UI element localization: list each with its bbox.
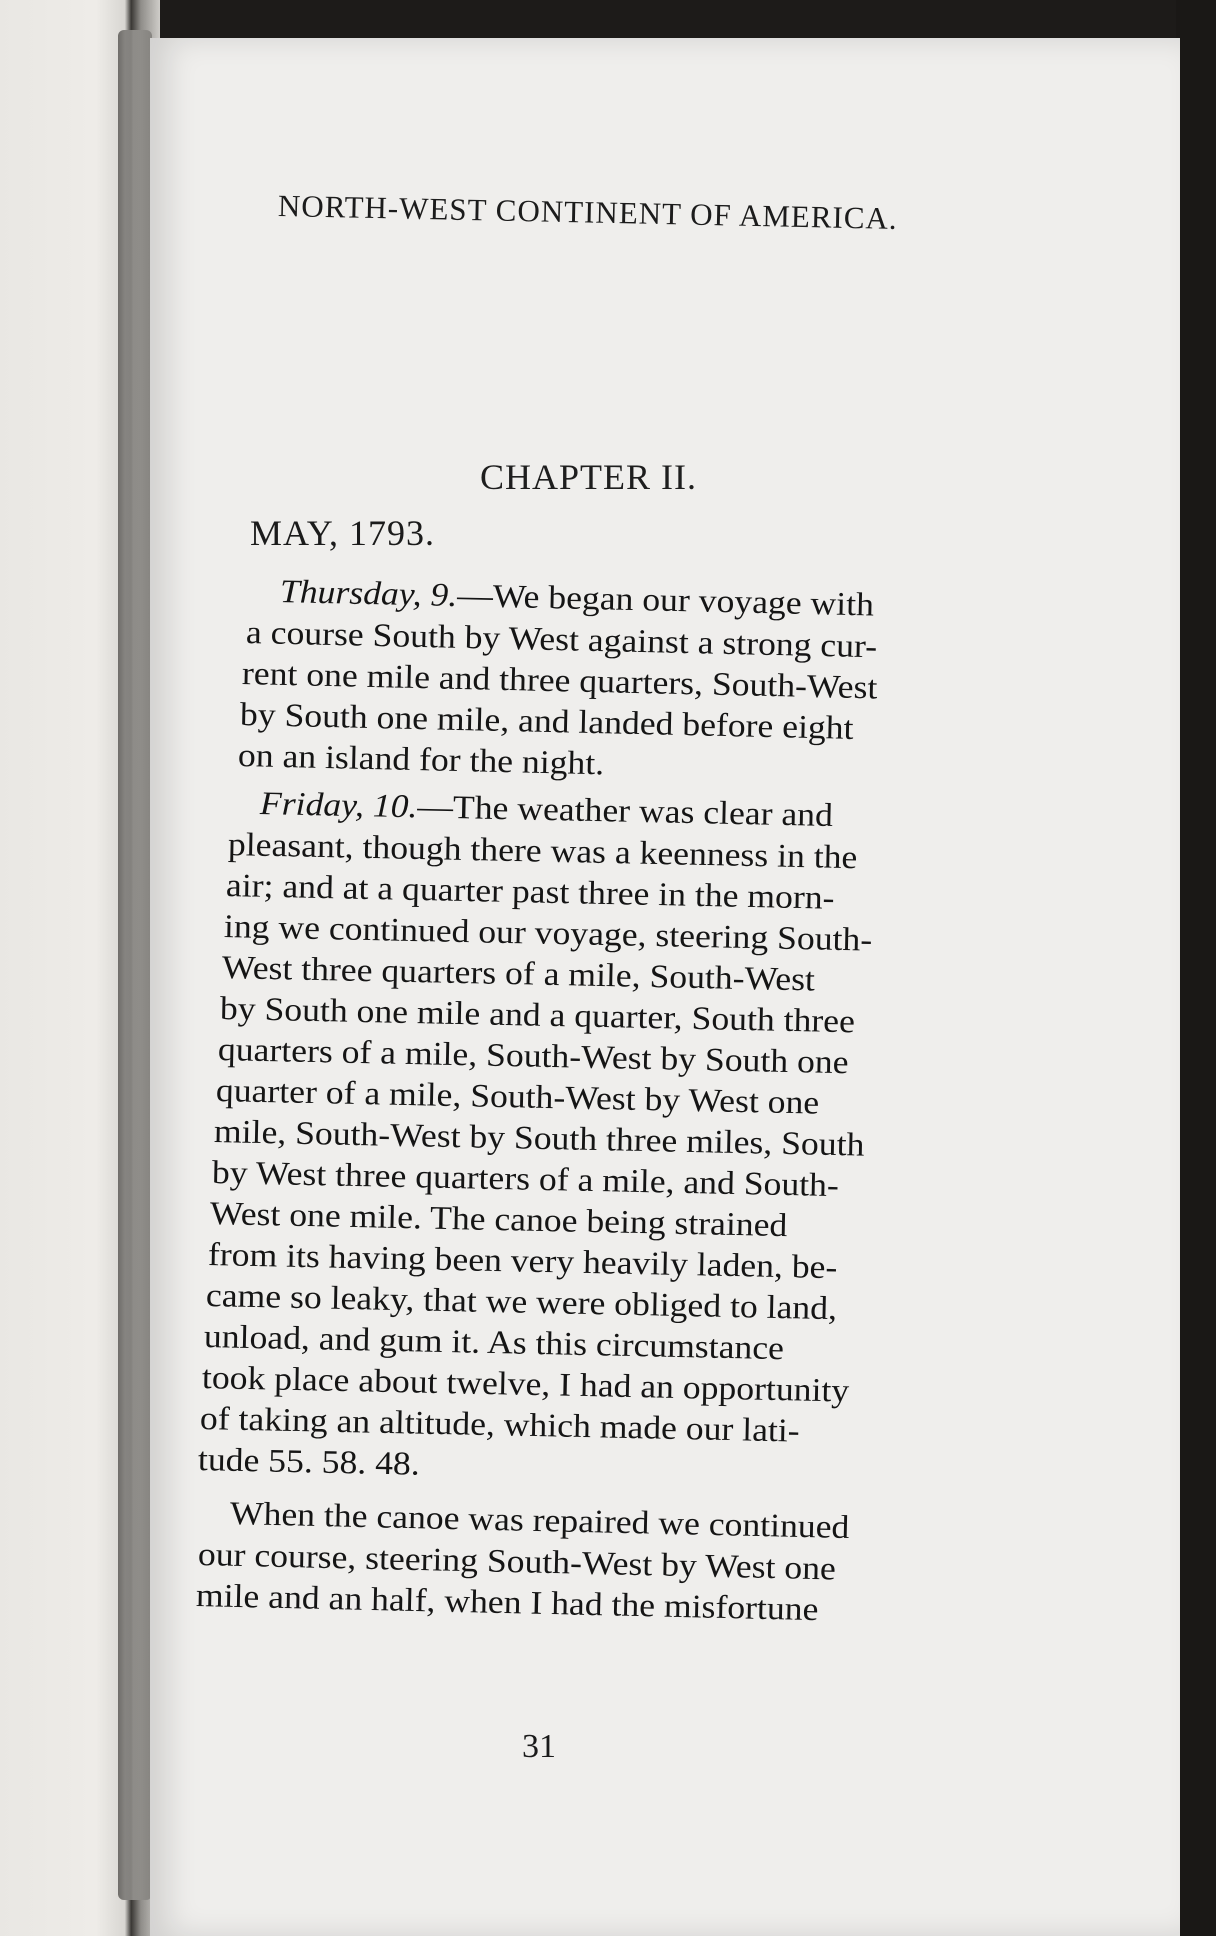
line-text: by South one mile, and landed before eight xyxy=(239,697,854,747)
line-text: —The weather was clear and xyxy=(417,789,834,834)
entry-date: Friday, 10. xyxy=(259,786,418,826)
line-text: West three quarters of a mile, South-West xyxy=(221,950,816,999)
text-line xyxy=(198,1442,420,1484)
line-text: our course, steering South-West by West one xyxy=(197,1537,837,1588)
line-text: from its having been very heavily laden, be- xyxy=(207,1237,838,1287)
line-text: by South one mile and a quarter, South three xyxy=(219,991,856,1041)
line-text: quarters of a mile, South-West by South one xyxy=(217,1032,849,1082)
line-text: of taking an altitude, which made our lati- xyxy=(199,1401,801,1450)
line-text: ing we continued our voyage, steering South- xyxy=(223,909,873,959)
chapter-title: CHAPTER II. xyxy=(480,457,697,497)
date-heading: MAY, 1793. xyxy=(250,513,436,553)
line-text: West one mile. The canoe being strained xyxy=(209,1196,788,1245)
line-text: mile, South-West by South three miles, South xyxy=(213,1114,865,1164)
text-line xyxy=(204,1319,785,1368)
right-scan-border xyxy=(1176,0,1216,1936)
line-text: tude 55. 58. 48. xyxy=(197,1442,421,1483)
book-page xyxy=(150,38,1180,1936)
binding-shadow xyxy=(118,30,152,1900)
line-text: air; and at a quarter past three in the morn- xyxy=(225,868,835,917)
text-line xyxy=(260,786,834,835)
line-text: quarter of a mile, South-West by West one xyxy=(215,1073,820,1122)
line-text: pleasant, though there was a keenness in the xyxy=(227,827,858,877)
text-line xyxy=(210,1196,788,1245)
line-text: When the canoe was repaired we continued xyxy=(229,1496,850,1547)
line-text: rent one mile and three quarters, South-West xyxy=(241,656,878,707)
line-text: took place about twelve, I had an opportunity xyxy=(201,1360,850,1410)
running-head: NORTH-WEST CONTINENT OF AMERICA. xyxy=(277,188,898,236)
line-text: came so leaky, that we were obliged to land, xyxy=(205,1278,838,1328)
entry-date: Thursday, 9. xyxy=(279,574,458,615)
line-text: a course South by West against a strong cur- xyxy=(245,615,878,666)
line-text: on an island for the night. xyxy=(237,738,605,783)
page-number: 31 xyxy=(522,1728,556,1765)
line-text: —We began our voyage with xyxy=(456,578,875,624)
line-text: mile and an half, when I had the misfortune xyxy=(195,1578,819,1629)
line-text: by West three quarters of a mile, and South- xyxy=(211,1155,840,1205)
line-text: unload, and gum it. As this circumstance xyxy=(203,1319,785,1368)
text-line xyxy=(238,738,605,783)
